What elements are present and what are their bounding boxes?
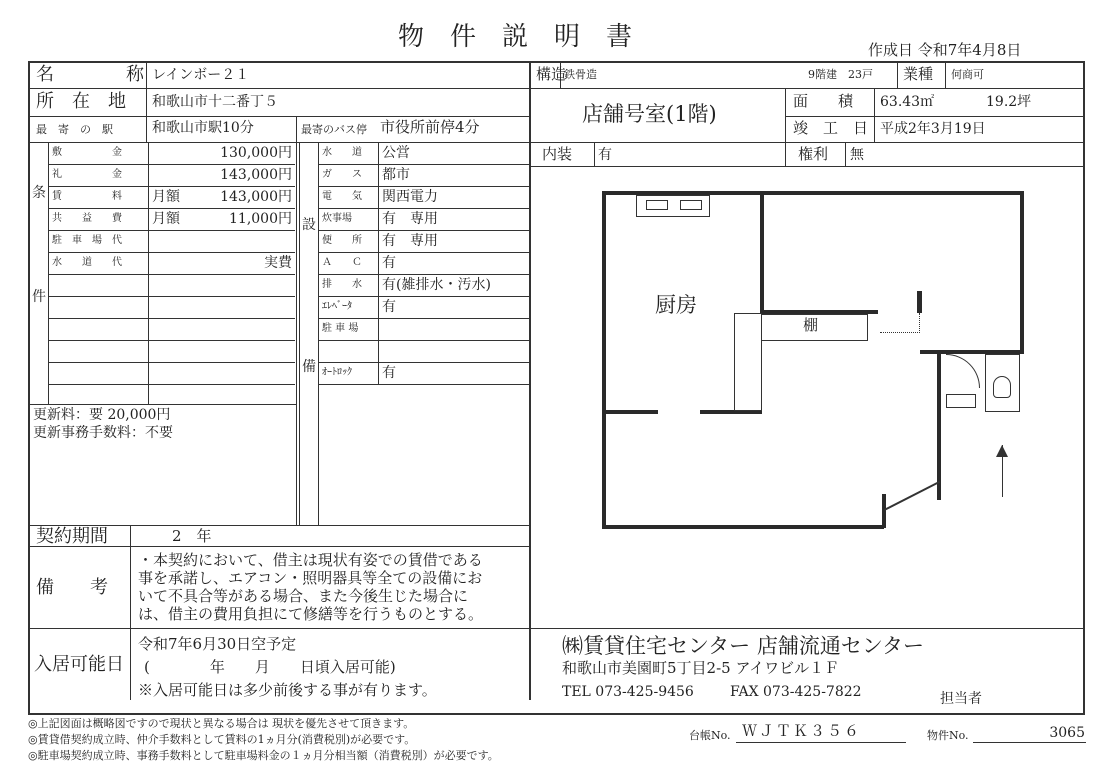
interior-value: 有 bbox=[598, 147, 612, 163]
condition-value: 143,000円 bbox=[220, 189, 292, 205]
divider bbox=[318, 252, 529, 253]
rights-label: 権利 bbox=[798, 145, 829, 163]
toilet-icon bbox=[993, 376, 1011, 398]
address-label: 所 在 地 bbox=[36, 91, 126, 112]
built-date: 平成2年3月19日 bbox=[880, 121, 986, 137]
structure-label: 構造 bbox=[536, 65, 567, 83]
contract-label: 契約期間 bbox=[36, 526, 108, 547]
divider bbox=[529, 166, 1084, 167]
facility-label: 駐 車 場 bbox=[322, 323, 359, 334]
property-name: レインボー２１ bbox=[152, 67, 250, 83]
condition-value: 143,000円 bbox=[220, 167, 292, 183]
remarks-label: 備 考 bbox=[36, 577, 108, 598]
divider bbox=[318, 384, 529, 385]
divider bbox=[318, 208, 529, 209]
divider bbox=[48, 164, 295, 165]
condition-label: 敷 金 bbox=[52, 147, 122, 158]
remarks-line: いて不具合等がある場合、また今後生じた場合に bbox=[138, 587, 469, 605]
divider bbox=[785, 88, 786, 166]
divider bbox=[318, 164, 529, 165]
underline bbox=[736, 742, 906, 743]
wall bbox=[1020, 191, 1024, 354]
divider bbox=[130, 525, 131, 700]
contract-period: 2 年 bbox=[172, 527, 212, 545]
business-type-label: 業種 bbox=[903, 65, 934, 83]
movein-label: 入居可能日 bbox=[34, 654, 124, 675]
condition-label: 礼 金 bbox=[52, 169, 122, 180]
movein-line: ( 年 月 日頃入居可能) bbox=[144, 658, 396, 676]
divider bbox=[318, 318, 529, 319]
divider bbox=[48, 142, 49, 404]
condition-marker: 条 bbox=[32, 185, 46, 201]
facility-marker: 設 bbox=[302, 217, 316, 233]
condition-prefix: 月額 bbox=[152, 189, 180, 205]
facility-value: 有 bbox=[382, 299, 396, 315]
tsubo-value: 19.2坪 bbox=[986, 94, 1032, 110]
structure-value: 鉄骨造 bbox=[564, 68, 597, 81]
shelf-label: 棚 bbox=[803, 316, 819, 334]
facility-value: 有 bbox=[382, 255, 396, 271]
station-value: 和歌山市駅10分 bbox=[152, 120, 254, 136]
divider bbox=[48, 362, 295, 363]
condition-value: 実費 bbox=[264, 255, 292, 271]
area-value: 63.43㎡ bbox=[880, 94, 935, 110]
condition-label: 共 益 費 bbox=[52, 213, 122, 224]
bus-value: 市役所前停4分 bbox=[380, 118, 480, 136]
page-title: 物 件 説 明 書 bbox=[398, 22, 633, 52]
remarks-line: ・本契約において、借主は現状有姿での賃借である bbox=[138, 551, 483, 569]
company-address: 和歌山市美園町5丁目2-5 アイワビル１Ｆ bbox=[562, 659, 840, 677]
divider bbox=[146, 62, 147, 142]
divider bbox=[318, 186, 529, 187]
divider bbox=[318, 296, 529, 297]
divider bbox=[318, 362, 529, 363]
facility-label: ｵｰﾄﾛｯｸ bbox=[322, 367, 352, 378]
facility-value: 有(雑排水・汚水) bbox=[382, 277, 491, 293]
facility-label: ガ ス bbox=[322, 169, 362, 180]
divider bbox=[318, 274, 529, 275]
company-name: ㈱賃貸住宅センター 店舗流通センター bbox=[562, 634, 924, 658]
divider bbox=[29, 628, 1084, 629]
condition-marker: 件 bbox=[32, 289, 46, 305]
divider bbox=[48, 186, 295, 187]
divider bbox=[48, 230, 295, 231]
interior-label: 内装 bbox=[542, 145, 573, 163]
wall bbox=[602, 191, 606, 529]
staff-label: 担当者 bbox=[940, 691, 982, 707]
footnote: ◎駐車場契約成立時、事務手数料として駐車場料金の１ヵ月分相当額（消費税別）が必要です。 bbox=[28, 749, 499, 762]
condition-value: 11,000円 bbox=[229, 211, 292, 227]
facility-value: 公営 bbox=[382, 145, 410, 161]
divider bbox=[48, 208, 295, 209]
address-value: 和歌山市十二番丁５ bbox=[152, 94, 278, 110]
divider bbox=[296, 116, 297, 526]
divider bbox=[48, 252, 295, 253]
divider bbox=[529, 88, 1084, 89]
dotted-partition bbox=[880, 313, 920, 333]
ledger-label: 台帳No. bbox=[689, 729, 731, 742]
rights-value: 無 bbox=[850, 147, 864, 163]
divider bbox=[785, 116, 1084, 117]
condition-value: 130,000円 bbox=[220, 145, 292, 161]
facility-label: 電 気 bbox=[322, 191, 362, 202]
condition-prefix: 月額 bbox=[152, 211, 180, 227]
renewal-admin-fee: 更新事務手数料：不要 bbox=[33, 425, 173, 441]
divider bbox=[318, 230, 529, 231]
wall bbox=[917, 291, 922, 313]
property-number-label: 物件No. bbox=[927, 729, 969, 742]
wall bbox=[882, 494, 886, 528]
station-label: 最 寄 の 駅 bbox=[36, 123, 113, 136]
underline bbox=[973, 742, 1086, 743]
footnote: ◎賃貸借契約成立時、仲介手数料として賃料の1ヵ月分(消費税別)が必要です。 bbox=[28, 733, 416, 746]
facility-label: 便 所 bbox=[322, 235, 362, 246]
divider bbox=[299, 142, 300, 526]
wall bbox=[602, 525, 884, 529]
facility-label: ｴﾚﾍﾞｰﾀ bbox=[322, 301, 352, 312]
divider bbox=[29, 142, 529, 143]
name-label: 名 称 bbox=[36, 64, 144, 85]
remarks-line: 事を承諾し、エアコン・照明器具等全ての設備にお bbox=[138, 569, 483, 587]
facility-label: Ａ Ｃ bbox=[322, 257, 362, 268]
company-tel: TEL 073-425-9456 bbox=[562, 684, 694, 700]
kitchen-label: 厨房 bbox=[655, 293, 697, 317]
divider bbox=[29, 116, 529, 117]
divider bbox=[594, 142, 595, 166]
ledger-number: ＷＪＴＫ３５６ bbox=[742, 722, 862, 740]
divider bbox=[48, 384, 295, 385]
divider bbox=[48, 318, 295, 319]
created-date: 作成日 令和7年4月8日 bbox=[868, 41, 1022, 59]
facility-value: 有 専用 bbox=[382, 211, 438, 227]
bus-label: 最寄のバス停 bbox=[301, 123, 367, 136]
divider bbox=[529, 62, 531, 700]
divider bbox=[945, 62, 946, 88]
floors-value: 9階建 23戸 bbox=[808, 68, 873, 81]
divider bbox=[529, 142, 1084, 143]
built-label: 竣 工 日 bbox=[793, 119, 869, 137]
renewal-fee: 更新料：要 20,000円 bbox=[33, 407, 171, 423]
divider bbox=[29, 88, 529, 89]
condition-label: 駐 車 場 代 bbox=[52, 235, 122, 246]
movein-line: ※入居可能日は多少前後する事が有ります。 bbox=[138, 681, 437, 699]
facility-label: 水 道 bbox=[322, 147, 362, 158]
stove-icon bbox=[680, 200, 702, 210]
facility-value: 有 専用 bbox=[382, 233, 438, 249]
remarks-line: は、借主の費用負担にて修繕等を行うものとする。 bbox=[138, 605, 484, 623]
movein-line: 令和7年6月30日空予定 bbox=[138, 635, 297, 653]
divider bbox=[148, 142, 149, 404]
divider bbox=[874, 88, 875, 142]
facility-label: 排 水 bbox=[322, 279, 362, 290]
facility-marker: 備 bbox=[302, 359, 316, 375]
divider bbox=[318, 340, 529, 341]
facility-value: 関西電力 bbox=[382, 189, 438, 205]
divider bbox=[48, 274, 295, 275]
area-label: 面 積 bbox=[793, 92, 854, 110]
sink-icon bbox=[646, 200, 668, 210]
divider bbox=[48, 340, 295, 341]
divider bbox=[48, 296, 295, 297]
property-number: 3065 bbox=[1049, 725, 1085, 741]
washbasin-icon bbox=[946, 394, 976, 408]
facility-value: 有 bbox=[382, 365, 396, 381]
condition-label: 水 道 代 bbox=[52, 257, 122, 268]
wall bbox=[760, 191, 764, 313]
wall bbox=[606, 410, 658, 414]
facility-value: 都市 bbox=[382, 167, 410, 183]
facility-label: 炊事場 bbox=[322, 213, 352, 224]
divider bbox=[318, 142, 319, 526]
company-fax: FAX 073-425-7822 bbox=[730, 684, 862, 700]
business-type-value: 何商可 bbox=[951, 68, 984, 81]
arrow-head-icon bbox=[996, 445, 1008, 457]
divider bbox=[845, 142, 846, 166]
divider bbox=[378, 142, 379, 384]
divider bbox=[897, 62, 898, 88]
column bbox=[734, 313, 762, 411]
footnote: ◎上記図面は概略図ですので現状と異なる場合は 現状を優先させて頂きます。 bbox=[28, 717, 415, 730]
unit-number: 店舗号室(1階) bbox=[582, 102, 717, 126]
divider bbox=[29, 404, 297, 405]
condition-label: 賃 料 bbox=[52, 191, 122, 202]
wall bbox=[937, 350, 941, 500]
